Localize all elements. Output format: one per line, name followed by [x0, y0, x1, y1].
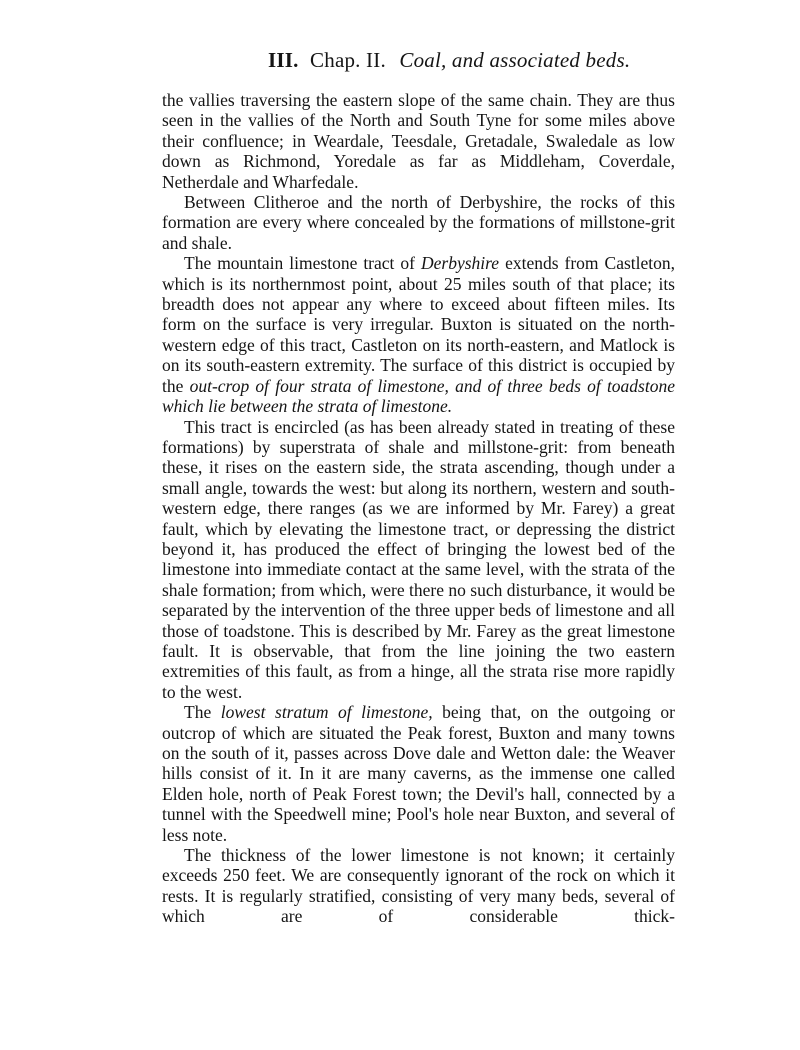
italic-text: out-crop of four strata of limestone, and of three beds of toadstone which lie between the strata of limestone. — [162, 375, 675, 417]
paragraph — [162, 253, 675, 416]
italic-text: lowest stratum of limestone, — [220, 702, 433, 723]
paragraph — [162, 845, 675, 927]
paragraph — [162, 702, 675, 845]
paragraph — [162, 192, 675, 253]
chapter-title: Coal, and associated beds. — [399, 48, 631, 72]
text-run: being that, on the outgoing or outcrop of which are situated the Peak forest, Buxton and many towns on the south of it, passes across Dove dale and Wetton dale: the Weaver hills consist of it. In it are many caverns, as the immense one called Elden hole, north of Peak Forest town; the Devil's hall, connected by a tunnel with the Speedwell mine; Pool's hole near Buxton, and several of less note. — [162, 702, 675, 845]
page-number: III. — [268, 48, 299, 72]
paragraph — [162, 90, 675, 192]
paragraph — [162, 417, 675, 703]
text-run: Between Clitheroe and the north of Derbyshire, the rocks of this formation are every where concealed by the formations of millstone-grit and shale. — [162, 192, 675, 253]
text-run: The mountain limestone tract of — [184, 253, 421, 274]
running-header — [268, 48, 668, 82]
chapter-label: Chap. II. — [310, 48, 386, 72]
text-run: the vallies traversing the eastern slope of the same chain. They are thus seen in the vallies of the North and South Tyne for some miles above their confluence; in Weardale, Teesdale, Gretadale, Swaledale as low down as Richmond, Yoredale as far as Middleham, Coverdale, Netherdale and Wharfedale. — [162, 90, 675, 192]
text-run: The thickness of the lower limestone is not known; it certainly exceeds 250 feet. We are consequently ignorant of the rock on which it rests. It is regularly stratified, consisting of very many beds, several of which are of considerable thick- — [162, 845, 675, 927]
body-text — [162, 90, 675, 927]
text-run: extends from Castleton, which is its northernmost point, about 25 miles south of that place; its breadth does not appear any where to exceed about fifteen miles. Its form on the surface is very irregular. Buxton is situated on the north-western edge of this tract, Castleton on its north-eastern, and Matlock is on its south-eastern extremity. The surface of this district is occupied by the — [162, 253, 676, 396]
text-run: The — [184, 702, 221, 723]
italic-text: Derbyshire — [420, 253, 500, 274]
text-run: This tract is encircled (as has been already stated in treating of these formations) by superstrata of shale and millstone-grit: from beneath these, it rises on the eastern side, the strata ascending, though under a small angle, towards the west: but along its northern, western and south-western edge, there ranges (as we are informed by Mr. Farey) a great fault, which by elevating the limestone tract, or depressing the district beyond it, has produced the effect of bringing the lowest bed of the limestone into immediate contact at the same level, with the strata of the shale formation; from which, were there no such disturbance, it would be separated by the intervention of the three upper beds of limestone and all those of toadstone. This is described by Mr. Farey as the great limestone fault. It is observable, that from the line joining the two eastern extremities of this fault, as from a hinge, all the strata rise more rapidly to the west. — [162, 416, 675, 702]
